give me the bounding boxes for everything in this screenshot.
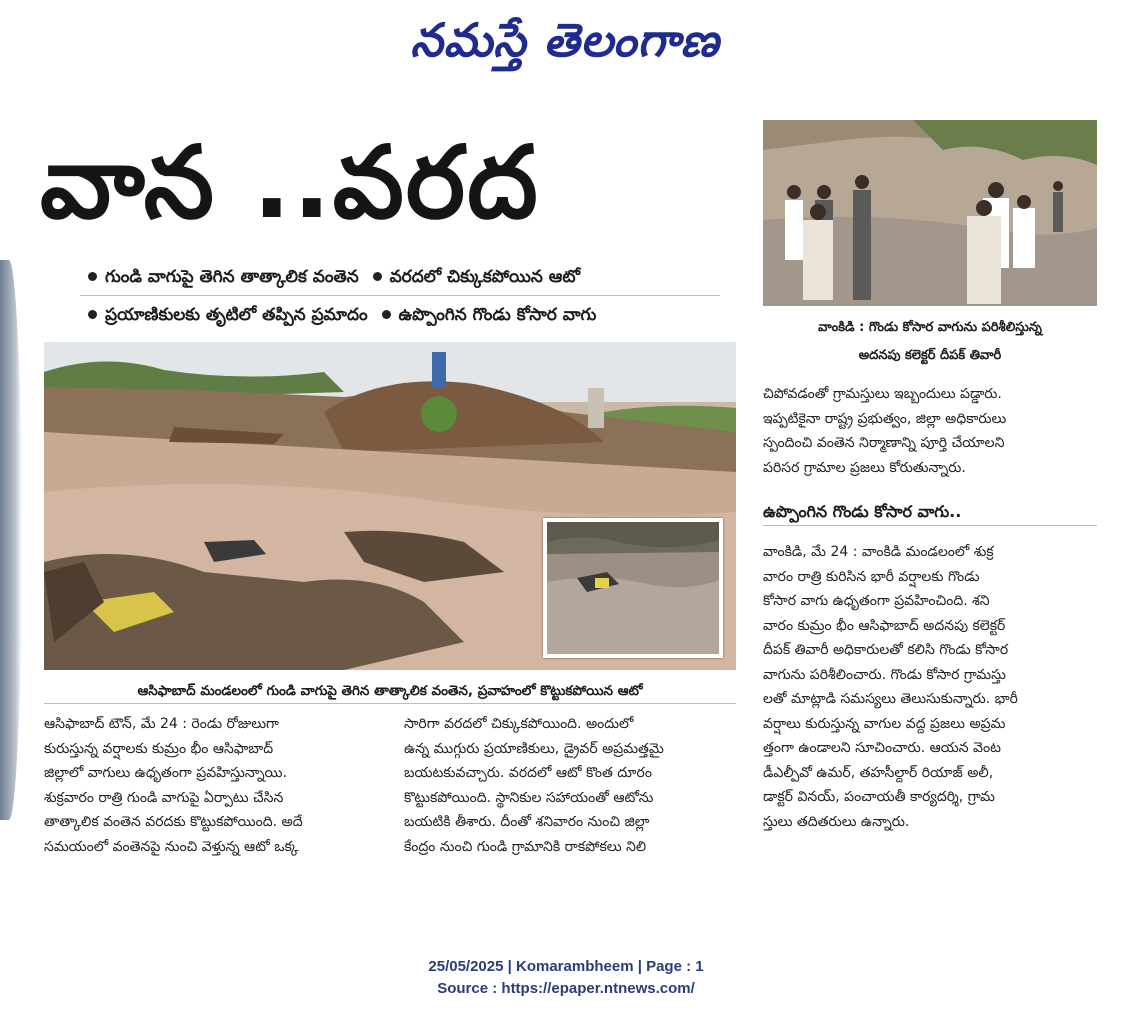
article-column-1 [44, 712, 384, 859]
article-line: స్పందించి వంతెన నిర్మాణాన్ని పూర్తి చేయాలని [763, 435, 1005, 451]
collector-inspection-illustration [763, 120, 1097, 306]
bullet-row-2 [80, 300, 720, 334]
article-line: ఉన్న ముగ్గురు ప్రయాణికులు, డ్రైవర్ అప్రమత్తమై [404, 740, 664, 757]
article-line: డాక్టర్ వినయ్, పంచాయతీ కార్యదర్శి, గ్రామ [763, 789, 995, 805]
caption-line: వాంకిడి : గొండు కోసార వాగును పరిశీలిస్తున్న [818, 320, 1042, 335]
article-line: కొట్టుకపోయింది. స్థానికుల సహాయంతో ఆటోను [404, 789, 654, 806]
bullet-text: ప్రయాణికులకు తృటిలో తప్పిన ప్రమాదం [105, 305, 368, 325]
bullet-dot-icon [88, 310, 97, 319]
page-curl-edge [0, 260, 22, 820]
article-line: వారం కుమ్రం భీం ఆసిఫాబాద్ అదనపు కలెక్టర్ [763, 617, 1006, 634]
article-line: సారిగా వరదలో చిక్కుకపోయింది. అందులో [404, 716, 634, 732]
main-photo-caption: ఆసిఫాబాద్ మండలంలో గుండి వాగుపై తెగిన తాత్కాలిక వంతెన, ప్రవాహంలో కొట్టుకపోయిన ఆటో [44, 678, 736, 704]
article-line: వాగును పరిశీలించారు. గొండు కోసార గ్రామస్తు [763, 666, 1006, 683]
article-line: పరిసర గ్రామాల ప్రజలు కోరుతున్నారు. [763, 459, 966, 476]
bullet-text: వరదలో చిక్కుకపోయిన ఆటో [389, 267, 580, 287]
article-line: దీపక్ తివారీ అధికారులతో కలిసి గొండు కోసార [763, 642, 1009, 658]
headline-bullets [80, 262, 720, 338]
auto-in-flood-inset-photo [543, 518, 723, 658]
article-right-column [763, 540, 1097, 834]
article-line: కురుస్తున్న వర్షాలకు కుమ్రం భీం ఆసిఫాబాద్ [44, 740, 274, 757]
article-line: శుక్రవారం రాత్రి గుండి వాగుపై ఏర్పాటు చేసిన [44, 789, 284, 806]
bullet-dot-icon [382, 310, 391, 319]
newspaper-masthead: నమస్తే తెలంగాణ [410, 13, 720, 67]
bullet-text: ఉప్పొంగిన గొండు కోసార వాగు [398, 305, 597, 325]
footer-source-link[interactable]: Source : https://epaper.ntnews.com/ [437, 980, 695, 997]
page-footer [0, 956, 1132, 1000]
article-line: ఇప్పటికైనా రాష్ట్ర ప్రభుత్వం, జిల్లా అధికారులు [763, 410, 1007, 427]
caption-line: అదనపు కలెక్టర్ దీపక్ తివారీ [858, 348, 1002, 363]
article-column-2 [404, 712, 738, 859]
article-line: కేంద్రం నుంచి గుండి గ్రామానికి రాకపోకలు నిలి [404, 838, 647, 855]
article-line: ఆసిఫాబాద్ టౌన్, మే 24 : రెండు రోజులుగా [44, 716, 279, 732]
auto-in-flood-illustration [547, 522, 719, 654]
right-photo-caption [763, 314, 1097, 370]
bullet-dot-icon [373, 272, 382, 281]
article-continuation [763, 382, 1097, 480]
bullet-dot-icon [88, 272, 97, 281]
article-line: డీఎల్పీవో ఉమర్, తహసీల్దార్ రియాజ్ అలీ, [763, 764, 994, 781]
article-line: బయటికి తీశారు. దీంతో శనివారం నుంచి జిల్లా [404, 814, 650, 830]
article-line: తాత్కాలిక వంతెన వరదకు కొట్టుకపోయింది. అదే [44, 814, 303, 830]
bullet-text: గుండి వాగుపై తెగిన తాత్కాలిక వంతెన [105, 267, 359, 287]
article-line: త్తంగా ఉండాలని సూచించారు. ఆయన వెంట [763, 740, 1001, 756]
main-headline: వాన ..వరద [40, 124, 540, 241]
article-line: వాంకిడి, మే 24 : వాంకిడి మండలంలో శుక్ర [763, 544, 994, 560]
article-line: సమయంలో వంతెనపై నుంచి వెళ్తున్న ఆటో ఒక్క [44, 838, 299, 855]
article-line: వర్షాలు కురుస్తున్న వాగుల వద్ద ప్రజలు అప్రమ [763, 715, 1006, 732]
article-line: కోసార వాగు ఉధృతంగా ప్రవహించింది. శని [763, 593, 990, 609]
article-line: లతో మాట్లాడి సమస్యలు తెలుసుకున్నారు. భారీ [763, 691, 1018, 707]
article-line: స్తులు తదితరులు ఉన్నారు. [763, 813, 910, 830]
collector-inspection-photo [763, 120, 1097, 306]
article-subhead: ఉప్పొంగిన గొండు కోసార వాగు.. [763, 498, 1097, 526]
footer-date-edition: 25/05/2025 | Komarambheem | Page : 1 [428, 958, 704, 975]
article-line: జిల్లాలో వాగులు ఉధృతంగా ప్రవహిస్తున్నాయి. [44, 765, 287, 781]
article-line: బయటకువచ్చారు. వరదలో ఆటో కొంత దూరం [404, 765, 652, 781]
article-line: చిపోవడంతో గ్రామస్తులు ఇబ్బందులు పడ్డారు. [763, 386, 1002, 402]
bullet-row-1 [80, 262, 720, 296]
article-line: వారం రాత్రి కురిసిన భారీ వర్షాలకు గొండు [763, 568, 980, 585]
